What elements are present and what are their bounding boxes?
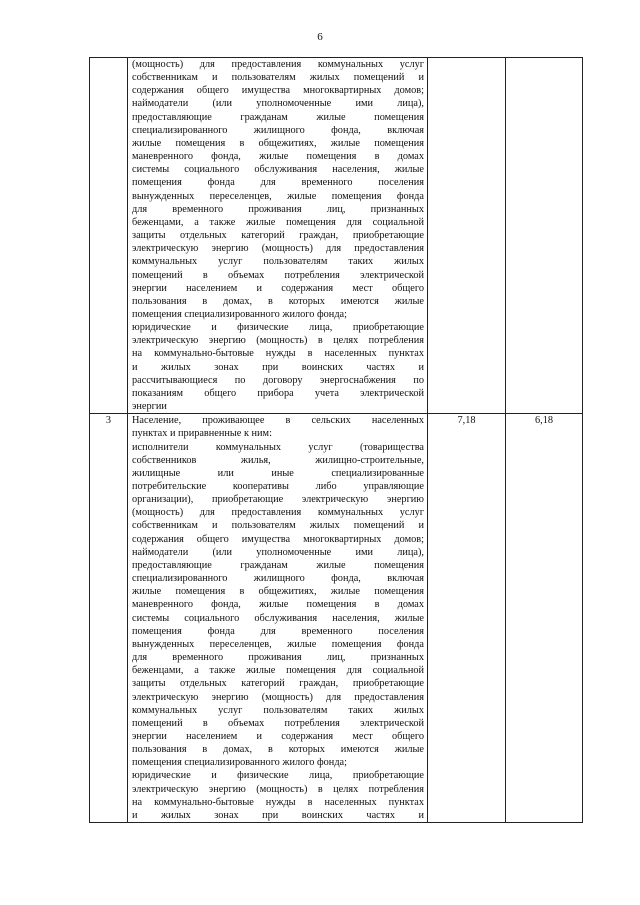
text-line: пользования в домах, в которых имеются жилые [132,744,424,756]
text-line: специализированного жилищного фонда, включая [132,573,424,585]
text-line: на коммунально-бытовые нужды в населенных пунктах [132,348,424,360]
text-line: предоставляющие гражданам жилые помещения [132,111,424,123]
text-line: вынужденных переселенцев, жилые помещения фонда [132,190,424,202]
text-line: системы социального обслуживания населения, жилые [132,612,424,624]
text-line: защиты отдельных категорий граждан, приобретающие [132,230,424,242]
text-line: юридические и физические лица, приобретающие [132,770,424,782]
text-line: энергии населением и содержания мест общего [132,282,424,294]
text-line: электрическую энергию (мощность) для предоставления [132,691,424,703]
row-number-cell [90,58,128,414]
value-cell-2: 6,18 [506,414,583,823]
text-line: электрическую энергию (мощность) в целях потребления [132,783,424,795]
text-line: собственникам и пользователям жилых помещений и [132,520,424,532]
text-line: собственникам и пользователям жилых помещений и [132,72,424,84]
text-line: маневренного фонда, жилые помещения в домах [132,151,424,163]
text-line: на коммунально-бытовые нужды в населенных пунктах [132,796,424,808]
text-line: (мощность) для предоставления коммунальных услуг [132,59,424,70]
text-line: беженцами, а также жилые помещения для социальной [132,665,424,677]
text-line: помещений в объемах потребления электрической [132,717,424,729]
text-line: коммунальных услуг пользователям таких жилых [132,256,424,268]
text-line: электрическую энергию (мощность) для предоставления [132,243,424,255]
value-cell-2 [506,58,583,414]
text-line: помещения специализированного жилого фонда; [132,308,347,320]
text-line: энергии [132,401,167,413]
text-line: помещения фонда для временного поселения [132,625,424,637]
description-text [132,414,424,822]
description-text [132,58,424,413]
text-line: показаниям общего прибора учета электрической [132,387,424,399]
text-line: содержания общего имущества многоквартирных домов; [132,85,424,97]
text-line: электрическую энергию (мощность) в целях потребления [132,335,424,347]
table-row-3 [90,414,583,823]
row-number-cell: 3 [90,414,128,823]
text-line: вынужденных переселенцев, жилые помещения фонда [132,638,424,650]
text-line: содержания общего имущества многоквартирных домов; [132,533,424,545]
value-cell-1 [428,58,506,414]
tariff-table [89,57,583,823]
text-line: организации), приобретающие электрическую энергию [132,494,424,506]
text-line: системы социального обслуживания населения, жилые [132,164,424,176]
text-line: жилищные или иные специализированные [132,467,424,479]
value-cell-1: 7,18 [428,414,506,823]
text-line: и жилых зонах при воинских частях и [132,361,424,373]
text-line: жилые помещения в общежитиях, жилые помещения [132,586,424,598]
description-cell [128,414,428,823]
text-line: пользования в домах, в которых имеются жилые [132,295,424,307]
text-line: наймодатели (или уполномоченные ими лица), [132,98,424,110]
text-line: и жилых зонах при воинских частях и [132,809,424,821]
text-line: предоставляющие гражданам жилые помещения [132,559,424,571]
text-line: помещения фонда для временного поселения [132,177,424,189]
text-line: Население, проживающее в сельских населенных [132,415,424,427]
text-line: (мощность) для предоставления коммунальных услуг [132,507,424,519]
page-number: 6 [317,31,323,43]
text-line: коммунальных услуг пользователям таких жилых [132,704,424,716]
text-line: рассчитывающиеся по договору энергоснабжения по [132,374,424,386]
text-line: для временного проживания лиц, признанных [132,203,424,215]
text-line: специализированного жилищного фонда, включая [132,124,424,136]
text-line: защиты отдельных категорий граждан, приобретающие [132,678,424,690]
text-line: маневренного фонда, жилые помещения в домах [132,599,424,611]
text-line: беженцами, а также жилые помещения для социальной [132,216,424,228]
table-row-continued [90,58,583,414]
text-line: помещений в объемах потребления электрической [132,269,424,281]
text-line: жилые помещения в общежитиях, жилые помещения [132,137,424,149]
text-line: пунктах и приравненные к ним: [132,428,272,440]
text-line: для временного проживания лиц, признанных [132,652,424,664]
text-line: юридические и физические лица, приобретающие [132,322,424,334]
text-line: потребительские кооперативы либо управляющие [132,481,424,492]
text-line: наймодатели (или уполномоченные ими лица), [132,546,424,558]
text-line: собственников жилья, жилищно-строительные, [132,454,424,466]
text-line: исполнители коммунальных услуг (товарищества [132,441,424,453]
text-line: помещения специализированного жилого фонда; [132,757,347,769]
description-cell [128,58,428,414]
text-line: энергии населением и содержания мест общего [132,730,424,742]
